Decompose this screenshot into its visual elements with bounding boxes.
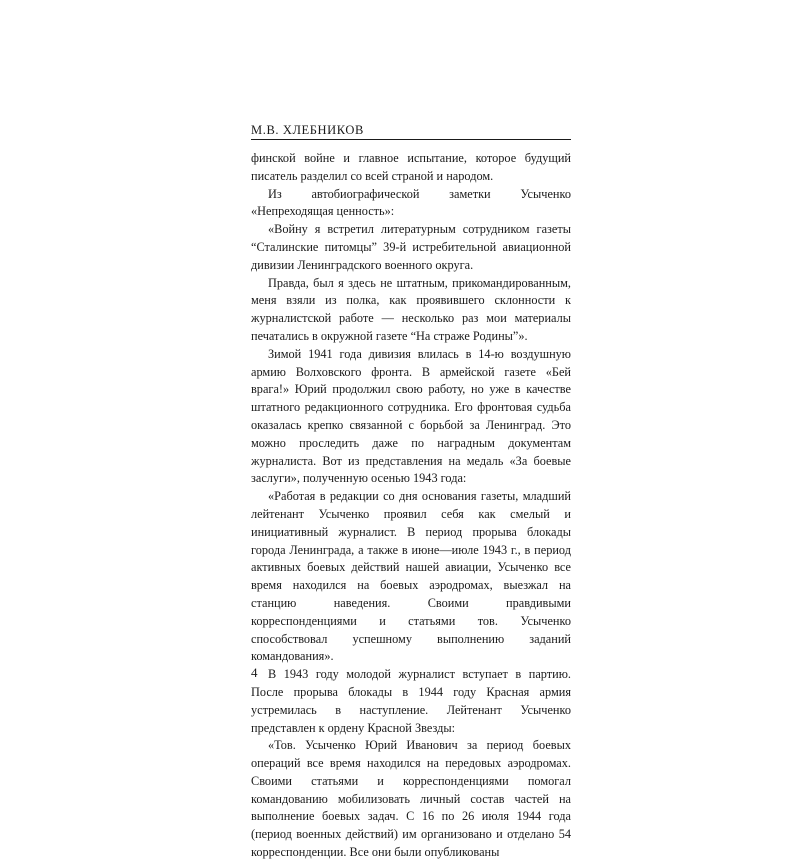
- book-page: [251, 122, 571, 860]
- paragraph: Правда, был я здесь не штатным, прикомандированным, меня взяли из полка, как проявившего склонности к журналистской работе — несколько раз мои материалы печатались в окружной газете “На страже Родины”».: [251, 275, 571, 343]
- paragraph: В 1943 году молодой журналист вступает в партию. После прорыва блокады в 1944 году Красная армия устремилась в наступление. Лейтенант Усыченко представлен к ордену Красной Звезды:: [251, 667, 571, 735]
- running-head: М.В. ХЛЕБНИКОВ: [251, 123, 364, 137]
- header-rule: [251, 139, 571, 140]
- paragraph: Из автобиографической заметки Усыченко «Непреходящая ценность»:: [251, 186, 571, 219]
- paragraph: «Войну я встретил литературным сотрудником газеты “Сталинские питомцы” 39-й истребительной авиационной дивизии Ленинградского военного округа.: [251, 222, 571, 272]
- paragraph: Зимой 1941 года дивизия влилась в 14-ю воздушную армию Волховского фронта. В армейской газете «Бей врага!» Юрий продолжил свою работу, но уже в качестве штатного редакционного сотрудника. Его фронтовая судьба оказалась крепко связанной с борьбой за Ленинград. Это можно проследить даже по наградным документам журналиста. Вот из представления на медаль «За боевые заслуги», полученную осенью 1943 года:: [251, 346, 571, 486]
- paragraph: финской войне и главное испытание, которое будущий писатель разделил со всей страной и народом.: [251, 151, 571, 183]
- paragraph: «Тов. Усыченко Юрий Иванович за период боевых операций все время находился на передовых аэродромах. Своими статьями и корреспонденциями помогал командованию мобилизовать личный состав частей на выполнение боевых задач. С 16 по 26 июля 1944 года (период военных действий) им организовано и отделано 54 корреспонденции. Все они были опубликованы: [251, 738, 571, 860]
- body-text: [251, 150, 571, 862]
- paragraph: «Работая в редакции со дня основания газеты, младший лейтенант Усыченко проявил себя как смелый и инициативный журналист. В период прорыва блокады города Ленинграда, а также в июне—июле 1943 г., в период активных боевых действий нашей авиации, Усыченко все время находился на боевых аэродромах, выезжал на станцию наведения. Своими правдивыми корреспонденциями и статьями тов. Усыченко способствовал успешному выполнению заданий командования».: [251, 489, 571, 664]
- page-number: 4: [251, 665, 258, 680]
